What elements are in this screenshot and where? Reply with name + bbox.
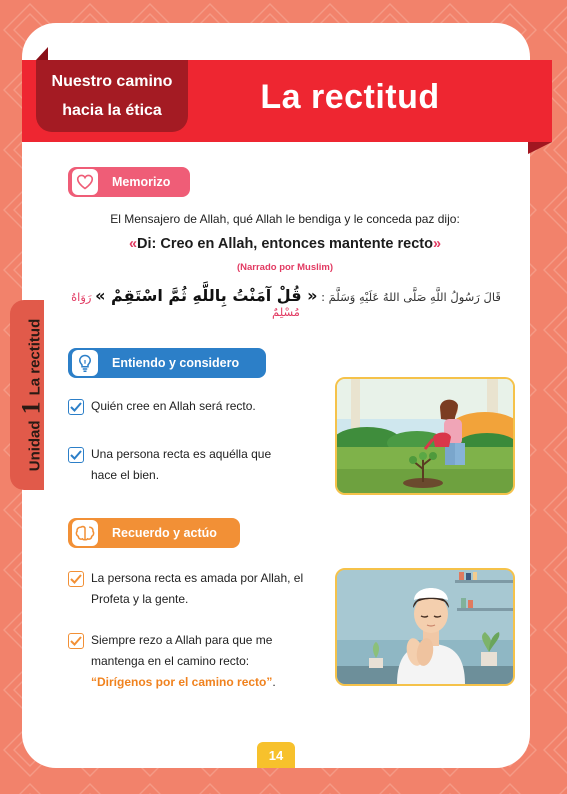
arabic-hadith: [60, 286, 512, 319]
arabic-intro: قَالَ رَسُولُ اللَّهِ صَلَّى اللهُ عَلَيْهِ وَسَلَّمَ :: [321, 290, 501, 304]
checkmark-icon: [68, 399, 84, 415]
list-item-text: Siempre rezo a Allah para que me mantenga en el camino recto:: [91, 633, 273, 668]
memorize-label: Memorizo: [112, 175, 171, 189]
unit-side-tab[interactable]: [10, 300, 50, 490]
brain-icon: [72, 520, 98, 546]
boy-praying-illustration: [335, 568, 515, 686]
understand-section-header: [68, 348, 266, 378]
hadith-source: (Narrado por Muslim): [236, 262, 334, 273]
arabic-source: رَوَاهُ مُسْلِمٌ: [71, 290, 300, 319]
heart-icon: [72, 169, 98, 195]
arabic-hadith-text: « قُلْ آمَنْتُ بِاللَّهِ ثُمَّ اسْتَقِمْ »: [95, 286, 318, 305]
list-item: [68, 396, 288, 417]
understand-label: Entiendo y considero: [112, 356, 240, 370]
list-item: [68, 568, 318, 610]
unit-title: La rectitud: [26, 318, 43, 396]
prayer-quote: “Dirígenos por el camino recto”: [91, 675, 273, 689]
list-item-text: Quién cree en Allah será recto.: [91, 399, 256, 413]
prayer-quote-end: .: [272, 675, 276, 689]
checkmark-icon: [68, 571, 84, 587]
banner-fold-left: [36, 47, 48, 60]
hadith-open-quote: «: [128, 236, 138, 252]
hadith-text: [60, 236, 510, 252]
lightbulb-icon: [72, 350, 98, 376]
remember-section-header: [68, 518, 240, 548]
list-item: [68, 444, 288, 486]
unit-word: Unidad: [26, 420, 43, 472]
list-item: [68, 630, 308, 693]
page-number: 14: [257, 742, 295, 768]
chapter-label: Nuestro camino hacia la ética: [51, 73, 173, 119]
list-item-text: La persona recta es amada por Allah, el Profeta y la gente.: [91, 571, 304, 606]
hadith-intro: El Mensajero de Allah, qué Allah le bendiga y le conceda paz dijo:: [110, 212, 460, 226]
banner-fold: [528, 142, 552, 154]
chapter-label-box: [36, 60, 188, 132]
hadith-body: Di: Creo en Allah, entonces mantente recto: [137, 236, 433, 252]
girl-planting-illustration: [335, 377, 515, 495]
checkmark-icon: [68, 633, 84, 649]
hadith-close-quote: »: [432, 236, 442, 252]
checkmark-icon: [68, 447, 84, 463]
list-item-text: Una persona recta es aquélla que hace el bien.: [91, 447, 272, 482]
remember-label: Recuerdo y actúo: [112, 526, 217, 540]
unit-number: 1: [16, 401, 45, 415]
memorize-section-header: [68, 167, 190, 197]
page-title: La rectitud: [260, 78, 440, 116]
